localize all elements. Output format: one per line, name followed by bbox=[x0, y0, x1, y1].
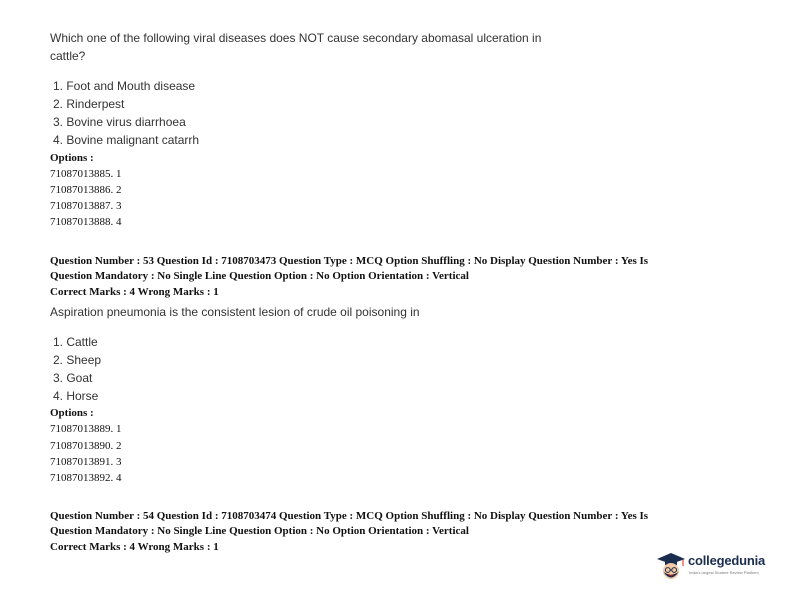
question-54-meta-line-1: Question Number : 54 Question Id : 7108703474 Question Type : MCQ Option Shuffling : No Display Question Number : Yes Is bbox=[50, 510, 649, 522]
question-52-option-code-2: 71087013886. 2 bbox=[50, 184, 122, 196]
question-53-option-code-2: 71087013890. 2 bbox=[50, 440, 122, 452]
question-53-text: Aspiration pneumonia is the consistent lesion of crude oil poisoning in bbox=[50, 305, 420, 319]
question-54-meta-line-2: Question Mandatory : No Single Line Question Option : No Option Orientation : Vertical bbox=[50, 525, 469, 537]
question-53-meta-line-2: Question Mandatory : No Single Line Question Option : No Option Orientation : Vertical bbox=[50, 270, 469, 282]
question-54-marks: Correct Marks : 4 Wrong Marks : 1 bbox=[50, 541, 219, 553]
question-53-option-code-4: 71087013892. 4 bbox=[50, 472, 122, 484]
graduate-mascot-icon bbox=[655, 551, 687, 583]
question-53-option-code-3: 71087013891. 3 bbox=[50, 456, 122, 468]
question-53-meta-line-1: Question Number : 53 Question Id : 7108703473 Question Type : MCQ Option Shuffling : No Display Question Number : Yes Is bbox=[50, 255, 649, 267]
question-52-option-code-1: 71087013885. 1 bbox=[50, 168, 122, 180]
collegedunia-wordmark: collegedunia bbox=[688, 553, 766, 568]
question-52-choice-2: 2. Rinderpest bbox=[53, 97, 125, 111]
question-53-options-label: Options : bbox=[50, 407, 94, 419]
question-52-choice-1: 1. Foot and Mouth disease bbox=[53, 79, 196, 93]
question-53-marks: Correct Marks : 4 Wrong Marks : 1 bbox=[50, 286, 219, 298]
question-53-choice-1: 1. Cattle bbox=[53, 335, 98, 349]
question-52-option-code-3: 71087013887. 3 bbox=[50, 200, 122, 212]
collegedunia-logo bbox=[655, 551, 765, 585]
question-52-choice-3: 3. Bovine virus diarrhoea bbox=[53, 115, 186, 129]
question-52-text: Which one of the following viral diseases does NOT cause secondary abomasal ulceration in cattle? bbox=[50, 31, 542, 63]
collegedunia-tagline: India's largest Student Review Platform bbox=[689, 570, 759, 575]
question-53-choice-4: 4. Horse bbox=[53, 389, 99, 403]
question-53-option-code-1: 71087013889. 1 bbox=[50, 423, 122, 435]
question-52-option-code-4: 71087013888. 4 bbox=[50, 216, 122, 228]
question-52-options-label: Options : bbox=[50, 152, 94, 164]
question-53-choice-3: 3. Goat bbox=[53, 371, 93, 385]
question-53-choice-2: 2. Sheep bbox=[53, 353, 102, 367]
question-52-choice-4: 4. Bovine malignant catarrh bbox=[53, 133, 200, 147]
